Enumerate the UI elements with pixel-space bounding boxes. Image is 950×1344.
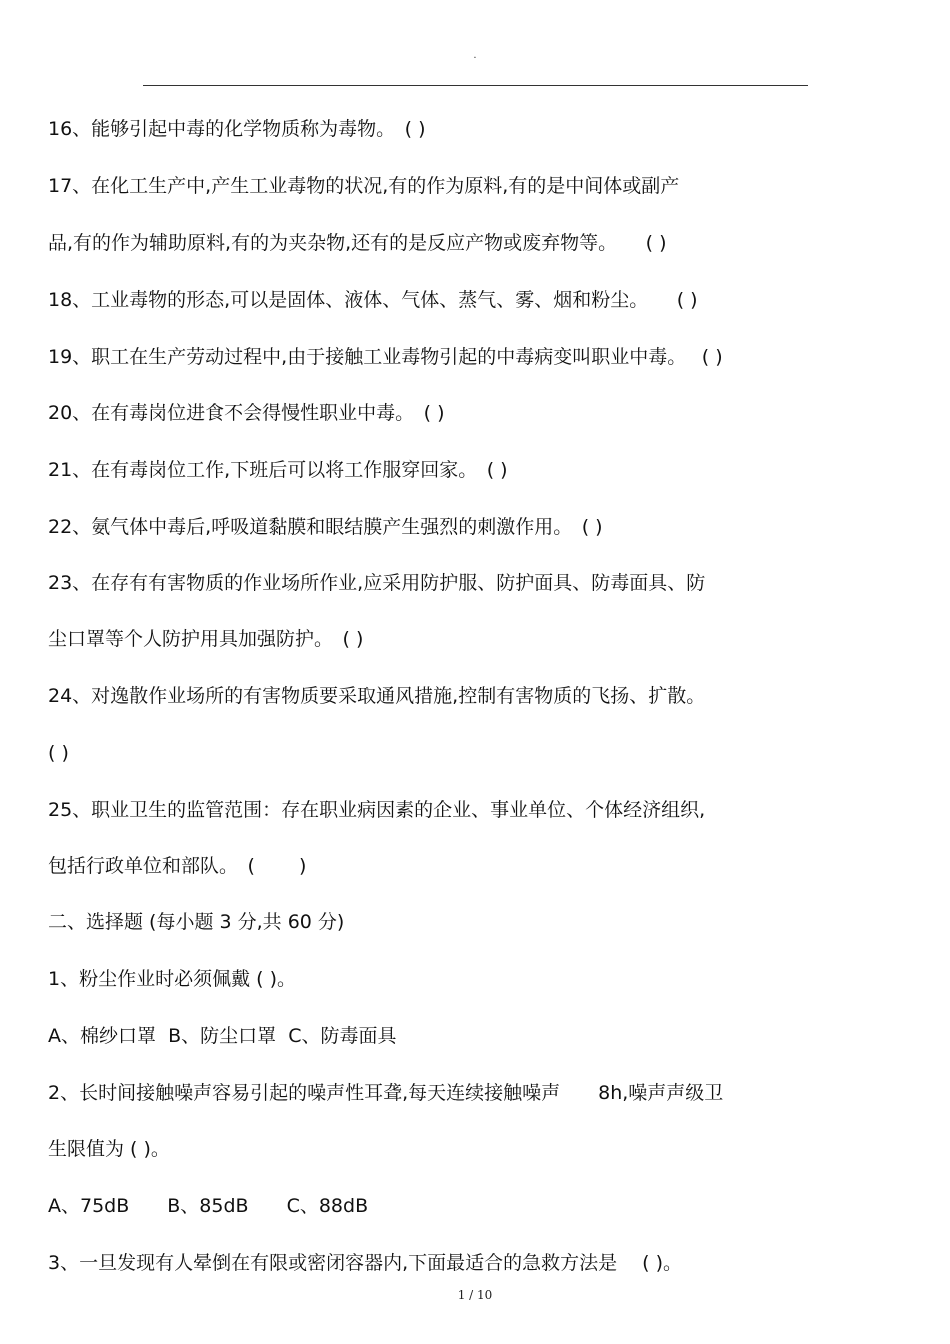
text-line: 23、在存有有害物质的作业场所作业,应采用防护服、防护面具、防毒面具、防	[48, 572, 706, 594]
question-line: 1、粉尘作业时必须佩戴 ( )。	[48, 968, 296, 990]
text-line: 包括行政单位和部队。 ( )	[48, 855, 307, 877]
text-line: 16、能够引起中毒的化学物质称为毒物。 ( )	[48, 118, 426, 140]
text-line: ( )	[48, 742, 69, 764]
question-line: 3、一旦发现有人晕倒在有限或密闭容器内,下面最适合的急救方法是 ( )。	[48, 1252, 683, 1274]
text-line: 24、对逸散作业场所的有害物质要采取通风措施,控制有害物质的飞扬、扩散。	[48, 685, 706, 707]
header-rule	[143, 85, 808, 86]
header-mark: .	[473, 50, 477, 61]
text-line: 品,有的作为辅助原料,有的为夹杂物,还有的是反应产物或废弃物等。 ( )	[48, 232, 667, 254]
text-line: 尘口罩等个人防护用具加强防护。 ( )	[48, 628, 364, 650]
text-line: 19、职工在生产劳动过程中,由于接触工业毒物引起的中毒病变叫职业中毒。 ( )	[48, 346, 723, 368]
question-line: 生限值为 ( )。	[48, 1138, 170, 1160]
section-heading: 二、选择题 (每小题 3 分,共 60 分)	[48, 911, 345, 933]
text-line: 20、在有毒岗位进食不会得慢性职业中毒。 ( )	[48, 402, 445, 424]
options-line: A、棉纱口罩 B、防尘口罩 C、防毒面具	[48, 1025, 397, 1047]
text-line: 21、在有毒岗位工作,下班后可以将工作服穿回家。 ( )	[48, 459, 508, 481]
text-line: 25、职业卫生的监管范围：存在职业病因素的企业、事业单位、个体经济组织,	[48, 799, 706, 821]
question-line: 2、长时间接触噪声容易引起的噪声性耳聋,每天连续接触噪声 8h,噪声声级卫	[48, 1082, 724, 1104]
text-line: 22、氨气体中毒后,呼吸道黏膜和眼结膜产生强烈的刺激作用。 ( )	[48, 516, 603, 538]
page-number: 1 / 10	[457, 1288, 493, 1302]
options-line: A、75dB B、85dB C、88dB	[48, 1195, 369, 1217]
text-line: 17、在化工生产中,产生工业毒物的状况,有的作为原料,有的是中间体或副产	[48, 175, 680, 197]
text-line: 18、工业毒物的形态,可以是固体、液体、气体、蒸气、雾、烟和粉尘。 ( )	[48, 289, 698, 311]
